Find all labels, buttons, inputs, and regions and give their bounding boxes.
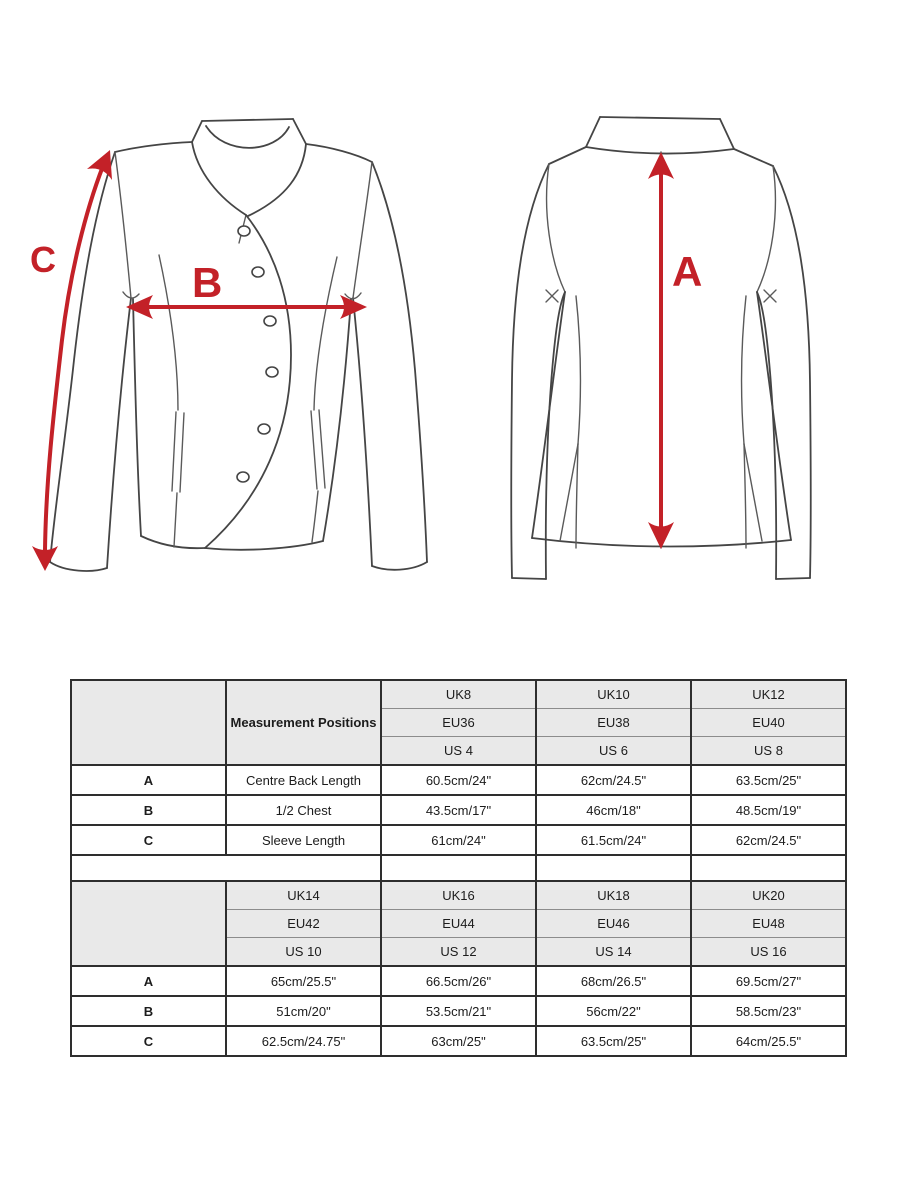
- table-row: [71, 765, 846, 795]
- us-size-header: US 16: [691, 938, 846, 967]
- measurement-position-name: Sleeve Length: [226, 825, 381, 855]
- measurement-arrow-b: [126, 295, 367, 319]
- measurement-label-c: C: [30, 239, 56, 280]
- uk-size-header: UK12: [691, 680, 846, 709]
- measurement-value: 51cm/20": [226, 996, 381, 1026]
- measurement-label-a: A: [672, 248, 703, 295]
- measurement-value: 53.5cm/21": [381, 996, 536, 1026]
- eu-size-header: EU42: [226, 910, 381, 938]
- measurement-value: 62.5cm/24.75": [226, 1026, 381, 1056]
- measurement-positions-header: Measurement Positions: [226, 680, 381, 765]
- measurement-value: 56cm/22": [536, 996, 691, 1026]
- measurement-value: 43.5cm/17": [381, 795, 536, 825]
- corner-cell: [71, 881, 226, 966]
- uk-size-header: UK20: [691, 881, 846, 910]
- measurement-value: 65cm/25.5": [226, 966, 381, 996]
- back-view-drawing: [511, 117, 811, 579]
- measurement-position-name: 1/2 Chest: [226, 795, 381, 825]
- front-view-drawing: [30, 119, 427, 571]
- empty-cell: [381, 855, 536, 881]
- measurement-row-label: A: [71, 765, 226, 795]
- measurement-value: 63.5cm/25": [536, 1026, 691, 1056]
- measurement-value: 61.5cm/24": [536, 825, 691, 855]
- us-size-header: US 12: [381, 938, 536, 967]
- measurement-value: 60.5cm/24": [381, 765, 536, 795]
- table-row: [71, 825, 846, 855]
- us-size-header: US 4: [381, 737, 536, 766]
- corner-cell: [71, 680, 226, 765]
- measurement-row-label: C: [71, 825, 226, 855]
- us-size-header: US 10: [226, 938, 381, 967]
- uk-size-header: UK18: [536, 881, 691, 910]
- measurement-value: 46cm/18": [536, 795, 691, 825]
- us-size-header: US 14: [536, 938, 691, 967]
- measurement-value: 68cm/26.5": [536, 966, 691, 996]
- measurement-position-name: Centre Back Length: [226, 765, 381, 795]
- button-icons: [237, 226, 278, 482]
- empty-cell: [536, 855, 691, 881]
- measurement-value: 63.5cm/25": [691, 765, 846, 795]
- measurement-row-label: A: [71, 966, 226, 996]
- uk-size-header: UK10: [536, 680, 691, 709]
- uk-size-header: UK8: [381, 680, 536, 709]
- eu-size-header: EU36: [381, 709, 536, 737]
- measurement-value: 61cm/24": [381, 825, 536, 855]
- us-size-header: US 6: [536, 737, 691, 766]
- measurement-arrow-c: [32, 150, 112, 571]
- uk-size-header: UK16: [381, 881, 536, 910]
- eu-size-header: EU40: [691, 709, 846, 737]
- measurement-value: 48.5cm/19": [691, 795, 846, 825]
- table-row: [71, 966, 846, 996]
- measurement-value: 66.5cm/26": [381, 966, 536, 996]
- measurement-value: 63cm/25": [381, 1026, 536, 1056]
- table-row: [71, 996, 846, 1026]
- eu-size-header: EU38: [536, 709, 691, 737]
- measurement-value: 62cm/24.5": [536, 765, 691, 795]
- measurement-value: 64cm/25.5": [691, 1026, 846, 1056]
- measurement-value: 69.5cm/27": [691, 966, 846, 996]
- measurement-row-label: C: [71, 1026, 226, 1056]
- separator-row: [71, 855, 846, 881]
- jacket-front-outline: [50, 119, 427, 571]
- measurement-row-label: B: [71, 996, 226, 1026]
- uk-size-header: UK14: [226, 881, 381, 910]
- eu-size-header: EU46: [536, 910, 691, 938]
- size-chart-table: [70, 679, 847, 1057]
- us-size-header: US 8: [691, 737, 846, 766]
- measurement-label-b: B: [192, 259, 223, 306]
- measurement-row-label: B: [71, 795, 226, 825]
- eu-size-header: EU44: [381, 910, 536, 938]
- table-row: [71, 1026, 846, 1056]
- empty-cell: [71, 855, 381, 881]
- measurement-arrow-a: [648, 152, 674, 549]
- measurement-value: 58.5cm/23": [691, 996, 846, 1026]
- table-row: [71, 795, 846, 825]
- eu-size-header: EU48: [691, 910, 846, 938]
- measurement-value: 62cm/24.5": [691, 825, 846, 855]
- empty-cell: [691, 855, 846, 881]
